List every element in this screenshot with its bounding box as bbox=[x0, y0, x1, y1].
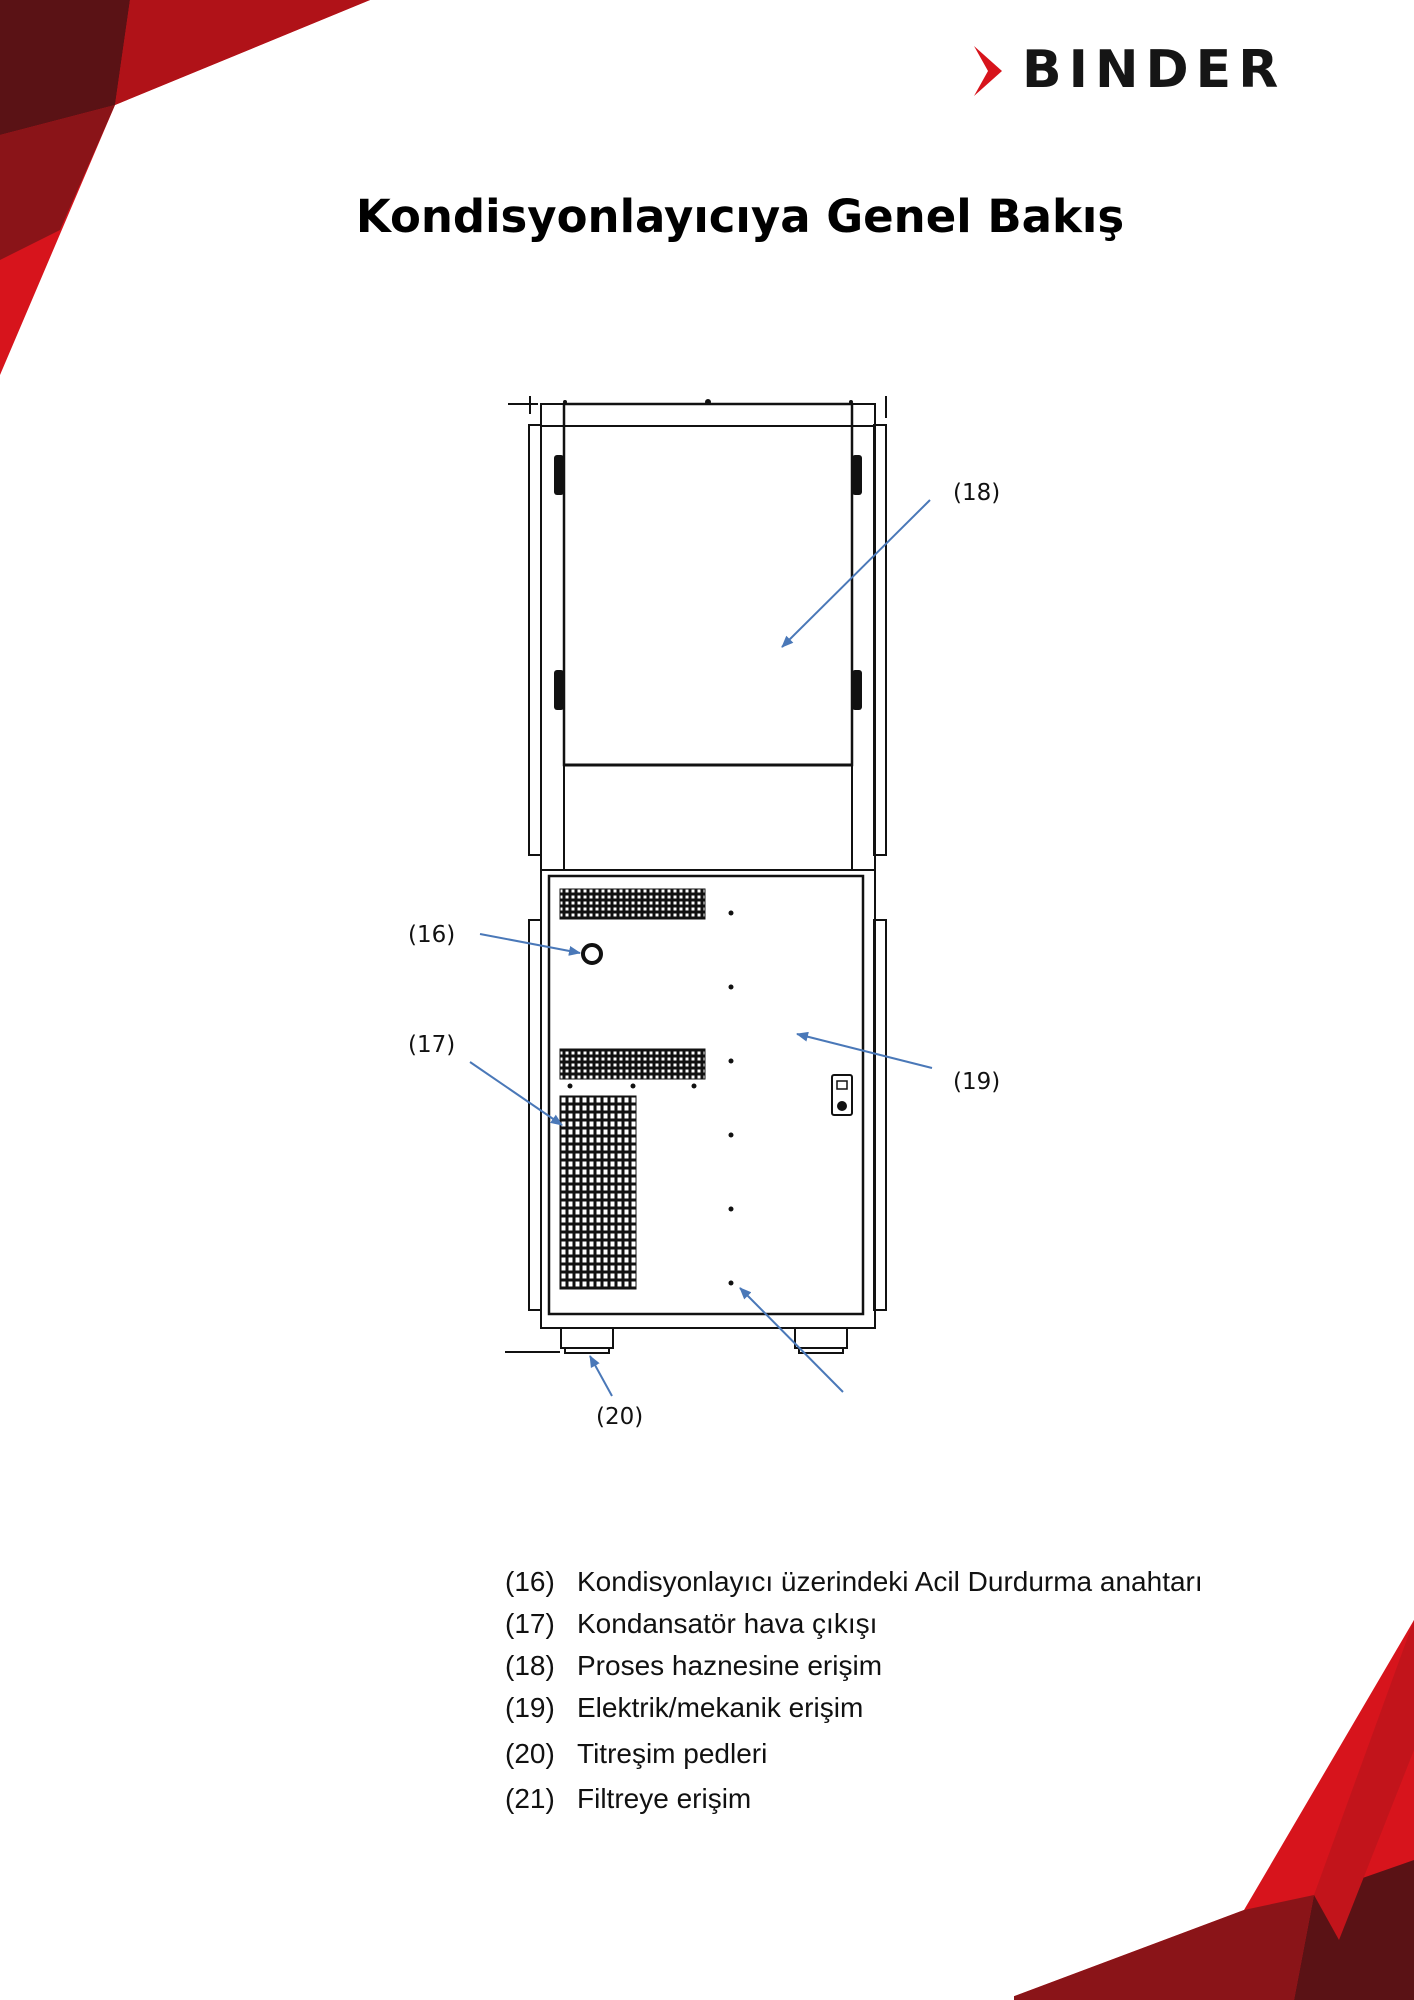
arrow-19 bbox=[797, 1034, 932, 1068]
legend-number: (21) bbox=[505, 1783, 555, 1814]
legend-number: (19) bbox=[505, 1692, 555, 1723]
legend-number: (16) bbox=[505, 1566, 555, 1597]
corner-decoration-bottom-right bbox=[1014, 1600, 1414, 2000]
legend-text: Proses haznesine erişim bbox=[577, 1650, 883, 1681]
arrow-18 bbox=[782, 500, 930, 647]
callout-18: (18) bbox=[953, 480, 1001, 506]
arrow-20 bbox=[590, 1356, 612, 1396]
page-title: Kondisyonlayıcıya Genel Bakış bbox=[355, 190, 1125, 243]
legend-text: Titreşim pedleri bbox=[577, 1738, 768, 1769]
door-lock bbox=[832, 1075, 852, 1115]
callout-20: (20) bbox=[596, 1404, 644, 1430]
callout-17: (17) bbox=[408, 1032, 456, 1058]
legend-text: Kondansatör hava çıkışı bbox=[577, 1608, 878, 1639]
callout-16: (16) bbox=[408, 922, 456, 948]
legend-text: Filtreye erişim bbox=[577, 1783, 752, 1814]
legend-number: (17) bbox=[505, 1608, 555, 1639]
legend-number: (20) bbox=[505, 1738, 555, 1769]
legend-text: Elektrik/mekanik erişim bbox=[577, 1692, 864, 1723]
callout-19: (19) bbox=[953, 1069, 1001, 1095]
legend-text: Kondisyonlayıcı üzerindeki Acil Durdurma anahtarı bbox=[577, 1566, 1203, 1597]
emergency-stop-switch bbox=[583, 945, 601, 963]
logo-text: BINDER bbox=[1022, 40, 1286, 100]
arrow-21 bbox=[740, 1288, 843, 1392]
legend-number: (18) bbox=[505, 1650, 555, 1681]
